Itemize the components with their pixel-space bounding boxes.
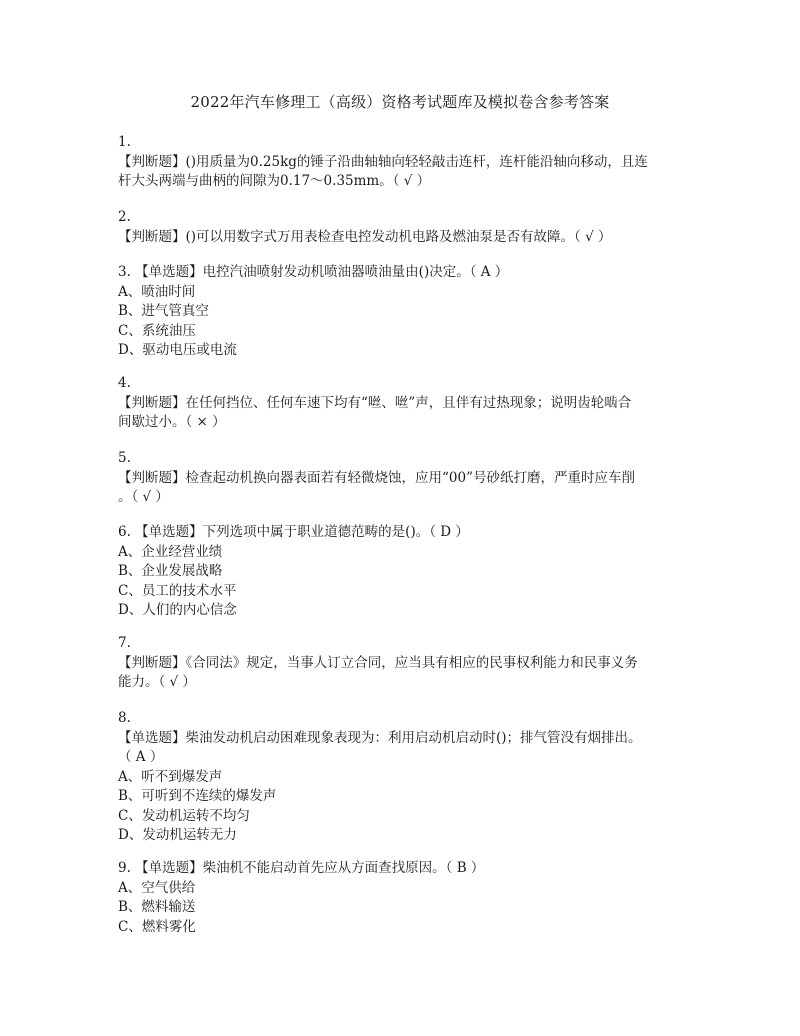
question-line: 7. bbox=[118, 635, 131, 651]
question-line: 【判断题】()可以用数字式万用表检查电控发动机电路及燃油泵是否有故障。（ √ ） bbox=[118, 228, 612, 245]
question-line: 【单选题】柴油发动机启动困难现象表现为：利用启动机启动时()；排气管没有烟排出。 bbox=[118, 729, 642, 746]
question-line: 【判断题】在任何挡位、任何车速下均有“咝、咝”声，且伴有过热现象；说明齿轮啮合 bbox=[118, 394, 632, 411]
option-c: C、系统油压 bbox=[118, 322, 196, 339]
question-8 bbox=[118, 709, 688, 846]
question-6 bbox=[118, 523, 688, 621]
question-line: 2. bbox=[118, 209, 131, 225]
option-b: B、可听到不连续的爆发声 bbox=[118, 788, 277, 804]
option-c: C、员工的技术水平 bbox=[118, 582, 237, 599]
option-a: A、空气供给 bbox=[118, 879, 196, 896]
question-line: 。（ √ ） bbox=[118, 489, 169, 505]
option-a: A、听不到爆发声 bbox=[118, 768, 223, 785]
question-3 bbox=[118, 263, 688, 361]
question-line: 【判断题】检查起动机换向器表面若有轻微烧蚀，应用“00”号砂纸打磨，严重时应车削 bbox=[118, 469, 635, 486]
option-d: D、驱动电压或电流 bbox=[118, 342, 237, 358]
question-2 bbox=[118, 208, 688, 247]
option-a: A、企业经营业绩 bbox=[118, 543, 223, 560]
question-4 bbox=[118, 374, 688, 433]
question-5 bbox=[118, 449, 688, 508]
question-1 bbox=[118, 133, 688, 192]
option-b: B、企业发展战略 bbox=[118, 563, 223, 579]
option-d: D、人们的内心信念 bbox=[118, 602, 237, 618]
question-9 bbox=[118, 859, 688, 937]
option-b: B、燃料输送 bbox=[118, 899, 196, 915]
question-line: 间歇过小。（ × ） bbox=[118, 414, 226, 430]
question-line: 4. bbox=[118, 375, 131, 391]
question-line: 能力。（ √ ） bbox=[118, 674, 196, 690]
question-line: 8. bbox=[118, 710, 131, 726]
document-title: 2022年汽车修理工（高级）资格考试题库及模拟卷含参考答案 bbox=[190, 93, 610, 111]
question-line: 【判断题】()用质量为0.25kg的锤子沿曲轴轴向轻轻敲击连杆，连杆能沿轴向移动，且连 bbox=[118, 153, 648, 170]
option-c: C、发动机运转不均匀 bbox=[118, 807, 250, 824]
question-line: 杆大头两端与曲柄的间隙为0.17～0.35mm。（ √ ） bbox=[118, 173, 431, 189]
question-line: 9. 【单选题】柴油机不能启动首先应从方面查找原因。（ B ） bbox=[118, 860, 485, 876]
option-d: D、发动机运转无力 bbox=[118, 827, 237, 843]
option-c: C、燃料雾化 bbox=[118, 918, 196, 935]
question-line: 1. bbox=[118, 134, 131, 150]
question-line: （ A ） bbox=[118, 749, 164, 765]
question-line: 【判断题】《合同法》规定，当事人订立合同，应当具有相应的民事权利能力和民事义务 bbox=[118, 654, 638, 671]
question-line: 3. 【单选题】电控汽油喷射发动机喷油器喷油量由()决定。（ A ） bbox=[118, 264, 509, 280]
question-7 bbox=[118, 634, 688, 693]
option-b: B、进气管真空 bbox=[118, 303, 209, 319]
option-a: A、喷油时间 bbox=[118, 283, 196, 300]
question-line: 5. bbox=[118, 450, 131, 466]
question-line: 6. 【单选题】下列选项中属于职业道德范畴的是()。（ D ） bbox=[118, 524, 469, 540]
